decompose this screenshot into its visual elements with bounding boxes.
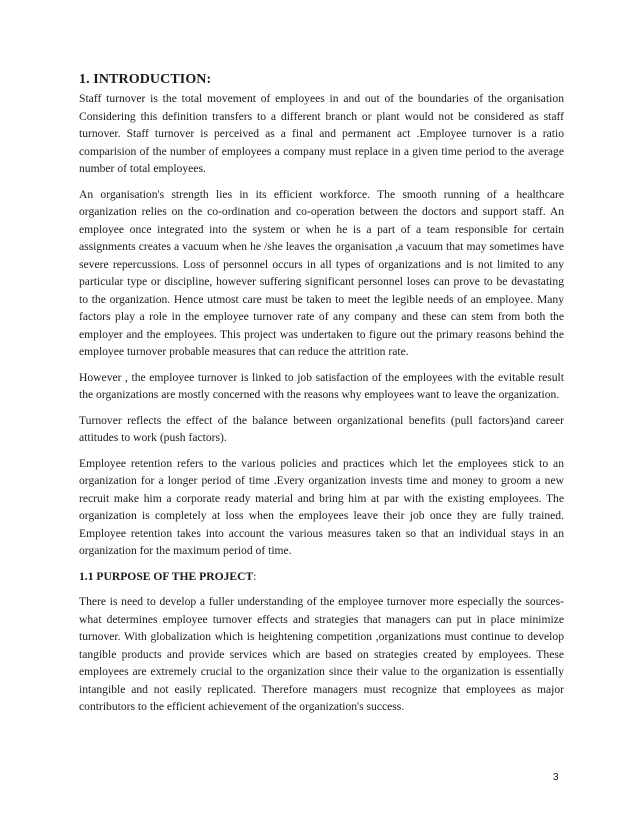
page-content [79,72,564,724]
paragraph-job-satisfaction: However , the employee turnover is linked to job satisfaction of the employees with the evitable result the organizations are mostly concerned with the reasons why employees want to leave the organization. [79,370,564,401]
subsection-heading-text: 1.1 PURPOSE OF THE PROJECT [79,569,254,583]
paragraph-workforce: An organisation's strength lies in its efficient workforce. The smooth running of a healthcare organization relies on the co-ordination and co-operation between the doctors and support staff. An employee once integrated into the system or when he is a part of a team responsible for certain assignments creates a vacuum when he /she leaves the organisation ,a vacuum that may sometimes have severe repercussions. Loss of personnel occurs in all types of organizations and is not limited to any particular type or discipline, however suffering significant personnel loses can prove to be devastating to the organization. Hence utmost care must be taken to meet the legible needs of an employee. Many factors play a role in the employee turnover rate of any company and these can stem from both the employer and the employees. This project was undertaken to figure out the primary reasons behind the employee turnover probable measures that can reduce the attrition rate. [79,187,564,358]
subsection-heading-colon: : [253,569,257,583]
subsection-heading [79,568,564,586]
paragraph-purpose: There is need to develop a fuller understanding of the employee turnover more especially the sources-what determines employee turnover effects and strategies that managers can put in place minimize turnover. With globalization which is heightening competition ,organizations must continue to develop tangible products and provide services which are based on strategies created by employees. These employees are extremely crucial to the organization since their value to the organization is essentially intangible and not easily replicated. Therefore managers must recognize that employees as major contributors to the efficient achievement of the organization's success. [79,595,564,713]
page-number: 3 [553,772,559,783]
paragraph-definition: Staff turnover is the total movement of employees in and out of the boundaries of the organisation Considering this definition transfers to a different branch or plant would not be considered as staff turnover. Staff turnover is perceived as a final and permanent act .Employee turnover is a ratio comparision of the number of employees a company must replace in a given time period to the average number of total employees. [79,92,564,175]
paragraph-turnover-balance: Turnover reflects the effect of the balance between organizational benefits (pull factors)and career attitudes to work (push factors). [79,413,564,444]
paragraph-retention: Employee retention refers to the various policies and practices which let the employees stick to an organization for a longer period of time .Every organization invests time and money to groom a new recruit make him a corporate ready material and bring him at par with the existing employees. The organization is completely at loss when the employees leave their job once they are fully trained. Employee retention takes into account the various measures taken so that an individual stays in an organization for the maximum period of time. [79,456,564,557]
section-heading: 1. INTRODUCTION: [79,72,212,87]
